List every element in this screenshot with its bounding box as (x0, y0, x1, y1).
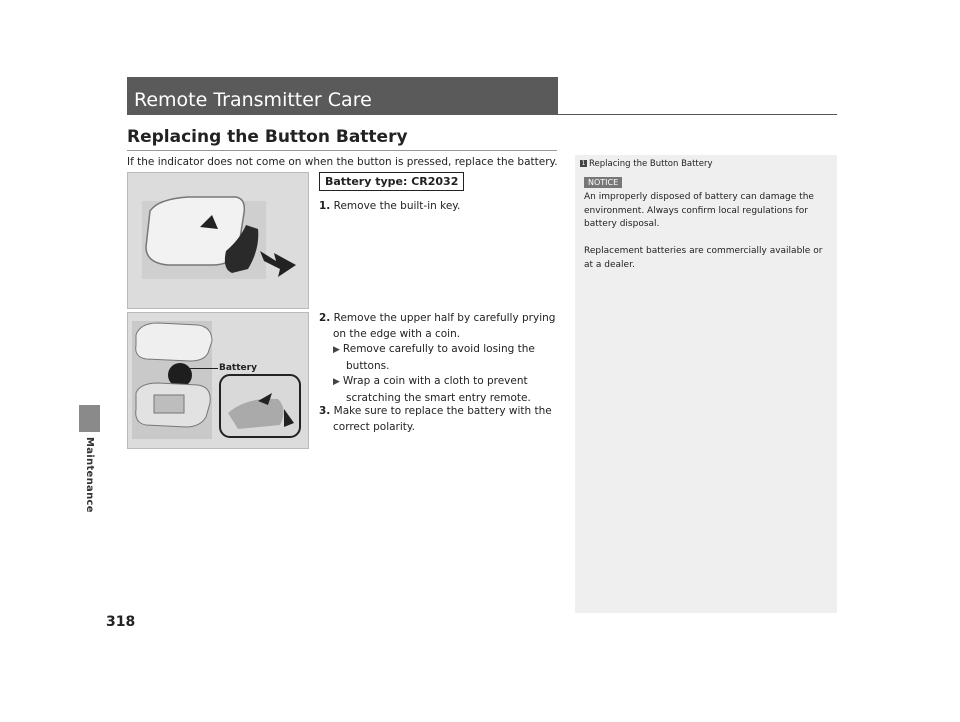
step-3-line-1: Make sure to replace the battery with the (333, 405, 552, 417)
step-2-line-2: on the edge with a coin. (333, 327, 461, 340)
section-tab (79, 405, 100, 432)
reference-icon: 1 (581, 160, 586, 167)
arrow-icon: ▶ (333, 377, 340, 387)
note-p2-line-2: at a dealer. (584, 259, 635, 270)
intro-text: If the indicator does not come on when the button is pressed, replace the battery. (127, 156, 558, 168)
arrow-icon: ▶ (333, 345, 340, 355)
sub-note-2-line-2: scratching the smart entry remote. (346, 391, 531, 404)
step-1-number: 1. (319, 200, 331, 212)
sub-note-1-line-2: buttons. (346, 359, 390, 372)
subsection-rule (127, 150, 557, 151)
battery-replace-illustration (127, 312, 309, 449)
sub-note-1-line-1: Remove carefully to avoid losing the (342, 343, 535, 355)
step-2 (319, 311, 555, 406)
note-p1-line-2: environment. Always confirm local regulations for (584, 205, 808, 216)
note-paragraph-1 (584, 191, 829, 232)
remove-key-illustration (127, 172, 309, 309)
note-paragraph-2 (584, 245, 829, 272)
step-2-number: 2. (319, 312, 331, 324)
battery-callout-line (188, 368, 218, 369)
step-3-line-2: correct polarity. (333, 420, 415, 433)
note-p1-line-3: battery disposal. (584, 219, 660, 229)
battery-type-label: Battery type: CR2032 (319, 172, 464, 191)
section-title-bar (127, 77, 558, 115)
step-1-text: Remove the built-in key. (333, 200, 461, 212)
note-heading (580, 159, 713, 169)
page-number: 318 (106, 614, 136, 630)
note-p1-line-1: An improperly disposed of battery can damage the (584, 192, 814, 202)
step-2-line-1: Remove the upper half by carefully prying (333, 312, 556, 324)
battery-callout-label: Battery (219, 363, 257, 373)
section-title: Remote Transmitter Care (134, 89, 372, 111)
notice-badge: NOTICE (584, 177, 622, 188)
sidebar-note (575, 155, 837, 613)
step-1 (319, 199, 460, 215)
sub-note-2-line-1: Wrap a coin with a cloth to prevent (342, 375, 528, 387)
note-p2-line-1: Replacement batteries are commercially available or (584, 246, 823, 256)
step-3-number: 3. (319, 405, 331, 417)
side-section-label: Maintenance (84, 437, 95, 513)
note-heading-text: Replacing the Button Battery (589, 159, 713, 169)
subsection-title: Replacing the Button Battery (127, 127, 408, 147)
step-3 (319, 404, 552, 435)
title-rule (558, 114, 837, 115)
